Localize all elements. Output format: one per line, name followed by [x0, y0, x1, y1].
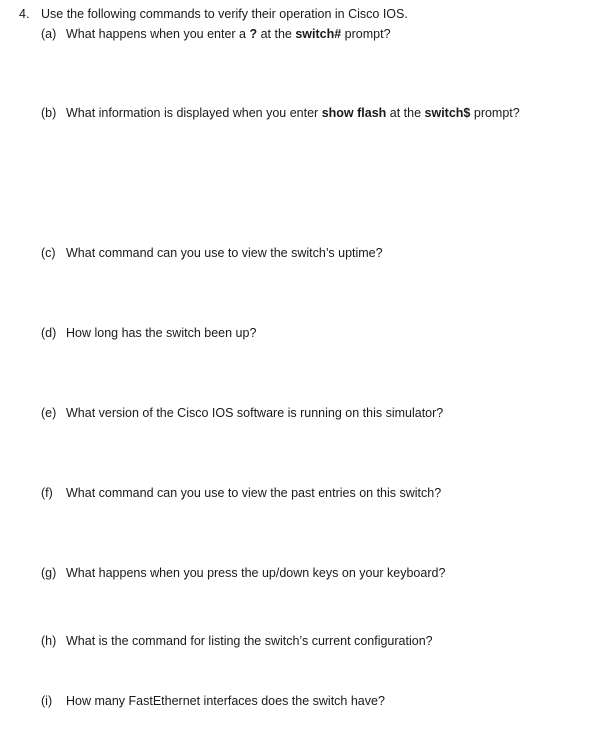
- part-h: [41, 633, 433, 649]
- part-a-text-mid: at the: [257, 27, 296, 41]
- part-b-text-post: prompt?: [470, 106, 520, 120]
- part-a-text-post: prompt?: [341, 27, 391, 41]
- part-b-text-mid: at the: [386, 106, 425, 120]
- part-g: [41, 565, 445, 581]
- part-f-label: (f): [41, 486, 53, 500]
- part-c: [41, 245, 383, 261]
- part-d-text: How long has the switch been up?: [66, 326, 257, 340]
- part-h-text: What is the command for listing the switch’s current configuration?: [66, 634, 433, 648]
- part-d: [41, 325, 256, 341]
- part-h-label: (h): [41, 634, 57, 648]
- part-b-label: (b): [41, 106, 57, 120]
- part-e-text: What version of the Cisco IOS software is running on this simulator?: [66, 406, 444, 420]
- part-f-text: What command can you use to view the past entries on this switch?: [66, 486, 442, 500]
- part-a-label: (a): [41, 27, 57, 41]
- part-g-label: (g): [41, 566, 57, 580]
- part-a-bold-question-mark: ?: [249, 27, 258, 41]
- question-number: 4.: [19, 7, 30, 21]
- part-c-text: What command can you use to view the switch’s uptime?: [66, 246, 383, 260]
- part-i-label: (i): [41, 694, 53, 708]
- part-a: [41, 26, 391, 42]
- part-d-label: (d): [41, 326, 57, 340]
- part-c-label: (c): [41, 246, 56, 260]
- part-b-text-pre: What information is displayed when you enter: [66, 106, 322, 120]
- part-i-text: How many FastEthernet interfaces does the switch have?: [66, 694, 385, 708]
- question-prompt: Use the following commands to verify their operation in Cisco IOS.: [41, 7, 408, 21]
- part-g-text: What happens when you press the up/down keys on your keyboard?: [66, 566, 446, 580]
- part-e-label: (e): [41, 406, 57, 420]
- part-i: [41, 693, 385, 709]
- part-a-bold-prompt: switch#: [295, 27, 342, 41]
- part-e: [41, 405, 443, 421]
- part-b-bold-prompt: switch$: [424, 106, 471, 120]
- part-f: [41, 485, 441, 501]
- part-b-bold-command: show flash: [321, 106, 387, 120]
- part-b: [41, 105, 520, 121]
- part-a-text-pre: What happens when you enter a: [66, 27, 250, 41]
